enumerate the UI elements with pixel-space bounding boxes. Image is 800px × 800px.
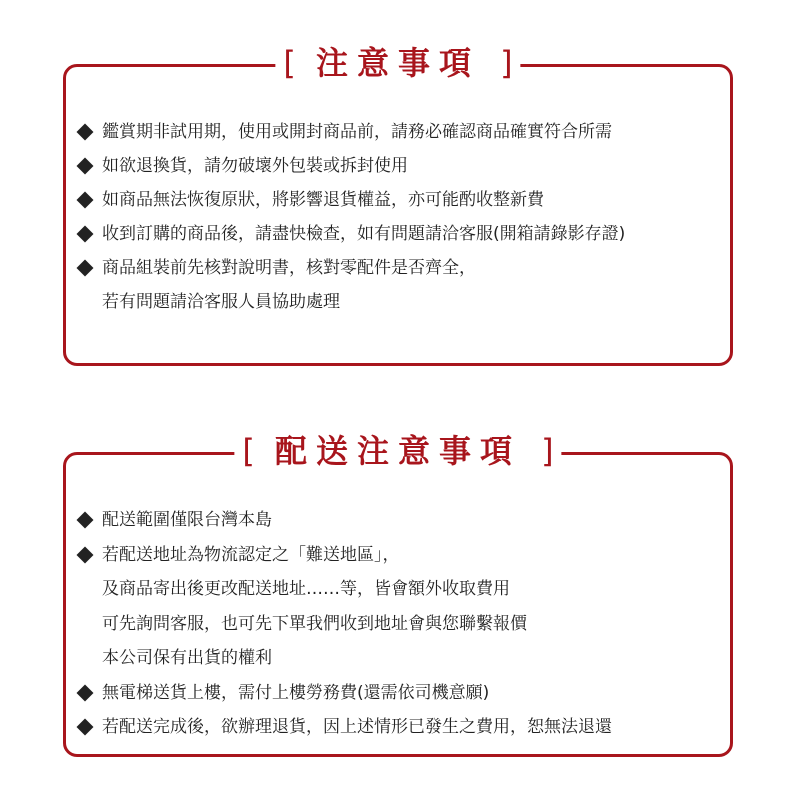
list-item-text: 商品組裝前先核對說明書，核對零配件是否齊全， bbox=[102, 258, 476, 278]
list-item-text: 本公司保有出貨的權利 bbox=[102, 648, 272, 668]
title-bracket-open: [ bbox=[283, 44, 296, 82]
list-item bbox=[74, 676, 724, 711]
notice-list bbox=[74, 115, 724, 319]
diamond-bullet-icon bbox=[77, 226, 94, 243]
list-item-text: 及商品寄出後更改配送地址……等，皆會額外收取費用 bbox=[102, 579, 510, 599]
list-item-text: 可先詢問客服，也可先下單我們收到地址會與您聯繫報價 bbox=[102, 613, 527, 634]
list-item bbox=[74, 149, 724, 183]
list-item bbox=[74, 503, 724, 538]
list-item-text: 配送範圍僅限台灣本島 bbox=[102, 510, 272, 530]
notice-box bbox=[63, 44, 733, 366]
diamond-bullet-icon bbox=[77, 192, 94, 209]
list-item-text: 鑑賞期非試用期，使用或開封商品前，請務必確認商品確實符合所需 bbox=[102, 122, 612, 142]
diamond-bullet-icon bbox=[77, 260, 94, 277]
list-item-text: 如商品無法恢復原狀，將影響退貨權益，亦可能酌收整新費 bbox=[102, 190, 544, 210]
list-item-text: 若有問題請洽客服人員協助處理 bbox=[102, 292, 340, 312]
list-item bbox=[74, 251, 724, 285]
diamond-bullet-icon bbox=[77, 719, 94, 736]
list-item bbox=[74, 115, 724, 149]
list-item-text: 若配送完成後，欲辦理退貨，因上述情形已發生之費用，恕無法退還 bbox=[102, 717, 612, 737]
delivery-title bbox=[234, 425, 561, 477]
diamond-bullet-icon bbox=[77, 546, 94, 563]
notice-title-text: 注意事項 bbox=[315, 44, 481, 82]
delivery-box bbox=[63, 432, 733, 757]
title-bracket-close: ] bbox=[541, 432, 554, 470]
list-item bbox=[74, 183, 724, 217]
list-item bbox=[74, 538, 724, 573]
diamond-bullet-icon bbox=[77, 684, 94, 701]
title-bracket-open: [ bbox=[242, 432, 255, 470]
list-item-continuation bbox=[74, 572, 724, 607]
notice-title bbox=[275, 37, 520, 89]
list-item-text: 無電梯送貨上樓，需付上樓勞務費(還需依司機意願) bbox=[102, 682, 490, 703]
list-item-text: 若配送地址為物流認定之「難送地區」， bbox=[102, 544, 400, 565]
list-item bbox=[74, 217, 724, 251]
list-item-text: 收到訂購的商品後，請盡快檢查，如有問題請洽客服(開箱請錄影存證) bbox=[102, 224, 626, 244]
list-item-continuation bbox=[74, 607, 724, 642]
delivery-title-text: 配送注意事項 bbox=[274, 432, 522, 470]
delivery-list bbox=[74, 503, 724, 745]
list-item-continuation bbox=[74, 285, 724, 319]
diamond-bullet-icon bbox=[77, 124, 94, 141]
diamond-bullet-icon bbox=[77, 512, 94, 529]
list-item bbox=[74, 710, 724, 745]
list-item-text: 如欲退換貨，請勿破壞外包裝或拆封使用 bbox=[102, 156, 408, 176]
diamond-bullet-icon bbox=[77, 158, 94, 175]
title-bracket-close: ] bbox=[500, 44, 513, 82]
list-item-continuation bbox=[74, 641, 724, 676]
